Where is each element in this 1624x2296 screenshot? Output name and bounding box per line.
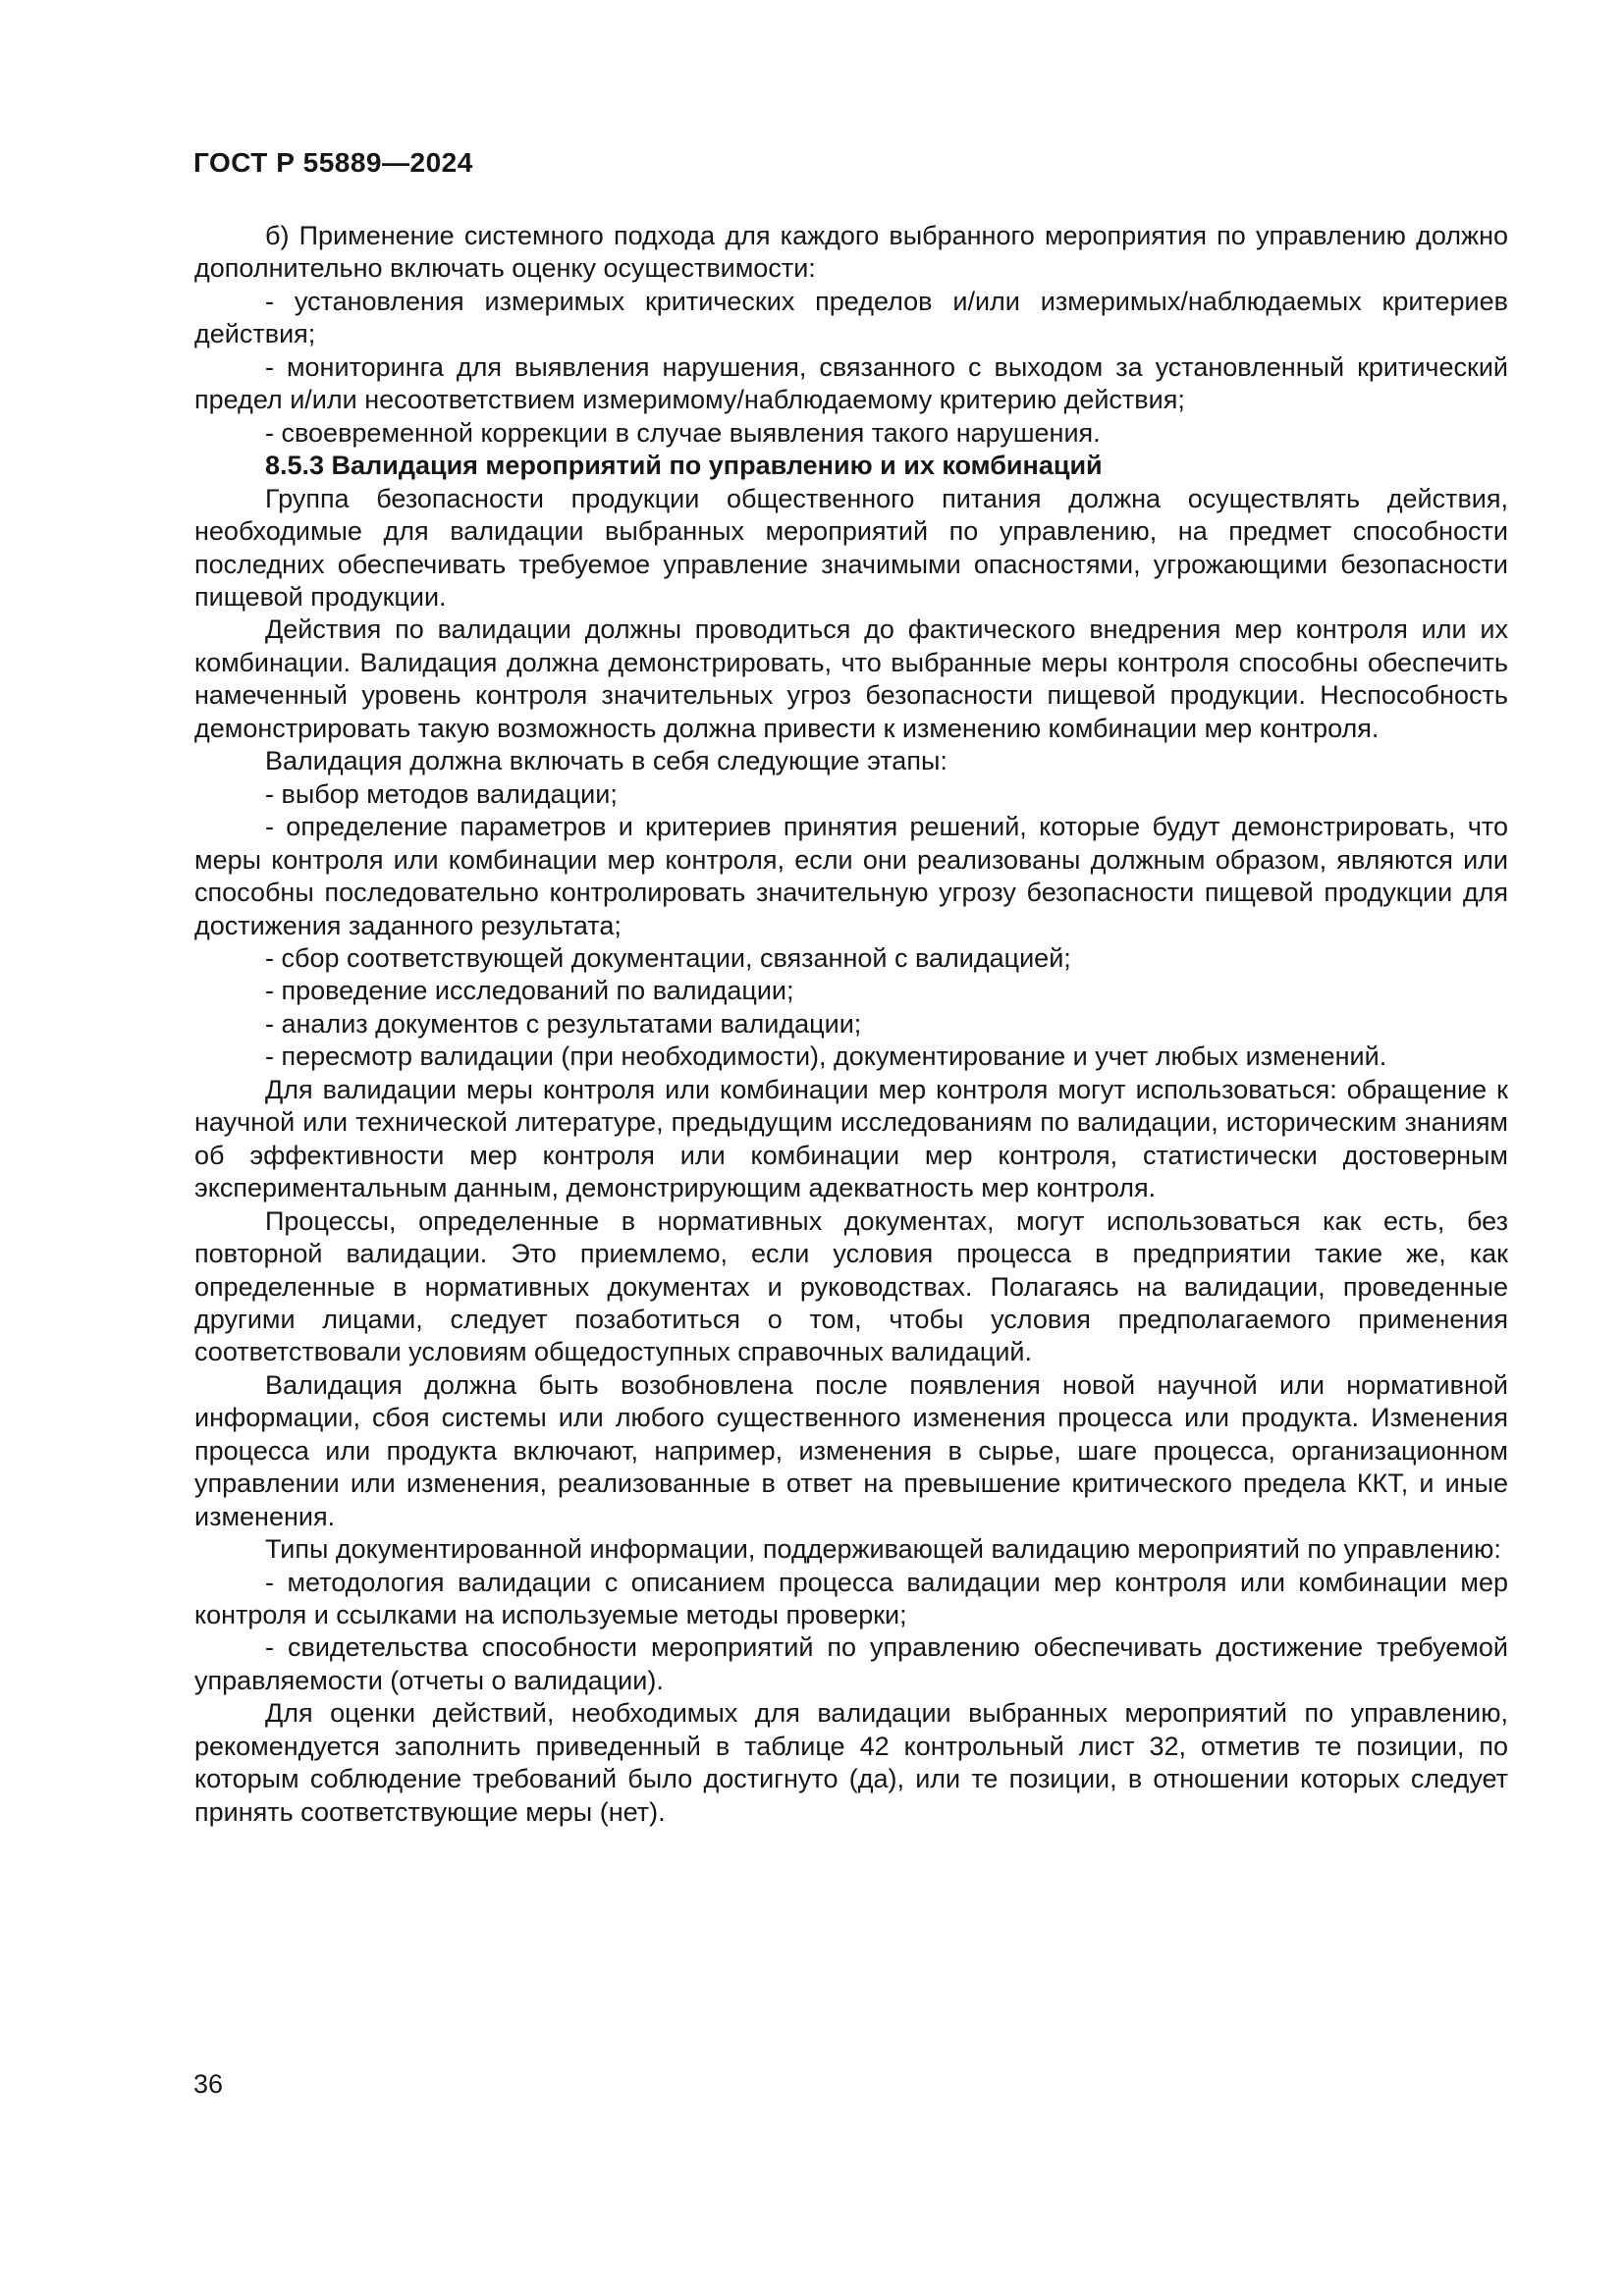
paragraph: Процессы, определенные в нормативных документах, могут использоваться как есть, без повторной валидации. Это приемлемо, если условия процесса в предприятии такие же, как определенные в нормативных документах и руководствах. Полагаясь на валидации, проведенные другими лицами, следует позаботиться о том, чтобы условия предполагаемого применения соответствовали условиям общедоступных справочных валидаций. <box>194 1205 1508 1367</box>
paragraph: - определение параметров и критериев принятия решений, которые будут демонстрировать, что меры контроля или комбинации мер контроля, если они реализованы должным образом, являются или способны последовательно контролировать значительную угрозу безопасности пищевой продукции для достижения заданного результата; <box>194 812 1508 940</box>
paragraph: Для валидации меры контроля или комбинации мер контроля могут использоваться: обращение к научной или технической литературе, предыдущим исследованиям по валидации, историческим знаниям об эффективности мер контроля или комбинации мер контроля, статистически достоверным экспериментальным данным, демонстрирующим адекватность мер контроля. <box>194 1074 1508 1203</box>
page-number: 36 <box>193 2069 224 2099</box>
paragraph: - выбор методов валидации; <box>265 778 618 809</box>
paragraph: - установления измеримых критических пределов и/или измеримых/наблюдаемых критериев действия; <box>194 286 1508 349</box>
paragraph: - мониторинга для выявления нарушения, связанного с выходом за установленный критический предел и/или несоответствием измеримому/наблюдаемому критерию действия; <box>194 351 1508 415</box>
paragraph: Типы документированной информации, поддерживающей валидацию мероприятий по управлению: <box>265 1534 1501 1565</box>
paragraph: - своевременной коррекции в случае выявления такого нарушения. <box>265 417 1101 448</box>
paragraph: б) Применение системного подхода для каждого выбранного мероприятия по управлению должно дополнительно включать оценку осуществимости: <box>194 221 1508 284</box>
paragraph: - свидетельства способности мероприятий по управлению обеспечивать достижение требуемой управляемости (отчеты о валидации). <box>194 1632 1508 1695</box>
section-heading: 8.5.3 Валидация мероприятий по управлению и их комбинаций <box>265 451 1103 481</box>
paragraph: Действия по валидации должны проводиться до фактического внедрения мер контроля или их комбинации. Валидация должна демонстрировать, что выбранные меры контроля способны обеспечить намеченный уровень контроля значительных угроз безопасности пищевой продукции. Неспособность демонстрировать такую возможность должна привести к изменению комбинации мер контроля. <box>194 614 1508 743</box>
paragraph: Группа безопасности продукции общественного питания должна осуществлять действия, необходимые для валидации выбранных мероприятий по управлению, на предмет способности последних обеспечивать требуемое управление значимыми опасностями, угрожающими безопасности пищевой продукции. <box>194 483 1508 612</box>
paragraph: - анализ документов с результатами валидации; <box>265 1008 862 1039</box>
document-header: ГОСТ Р 55889—2024 <box>193 147 473 178</box>
paragraph: Для оценки действий, необходимых для валидации выбранных мероприятий по управлению, рекомендуется заполнить приведенный в таблице 42 контрольный лист 32, отметив те позиции, по которым соблюдение требований было достигнуто (да), или те позиции, в отношении которых следует принять соответствующие меры (нет). <box>194 1698 1508 1827</box>
paragraph: Валидация должна включать в себя следующие этапы: <box>265 746 947 776</box>
paragraph: - проведение исследований по валидации; <box>265 976 794 1006</box>
document-body <box>194 220 1508 1829</box>
paragraph: - методология валидации с описанием процесса валидации мер контроля или комбинации мер контроля и ссылками на используемые методы проверки; <box>194 1567 1508 1630</box>
paragraph: - сбор соответствующей документации, связанной с валидацией; <box>265 942 1071 973</box>
paragraph: - пересмотр валидации (при необходимости), документирование и учет любых изменений. <box>265 1041 1387 1072</box>
paragraph: Валидация должна быть возобновлена после появления новой научной или нормативной информации, сбоя системы или любого существенного изменения процесса или продукта. Изменения процесса или продукта включают, например, изменения в сырье, шаге процесса, организационном управлении или изменения, реализованные в ответ на превышение критического предела ККТ, и иные изменения. <box>194 1369 1508 1531</box>
